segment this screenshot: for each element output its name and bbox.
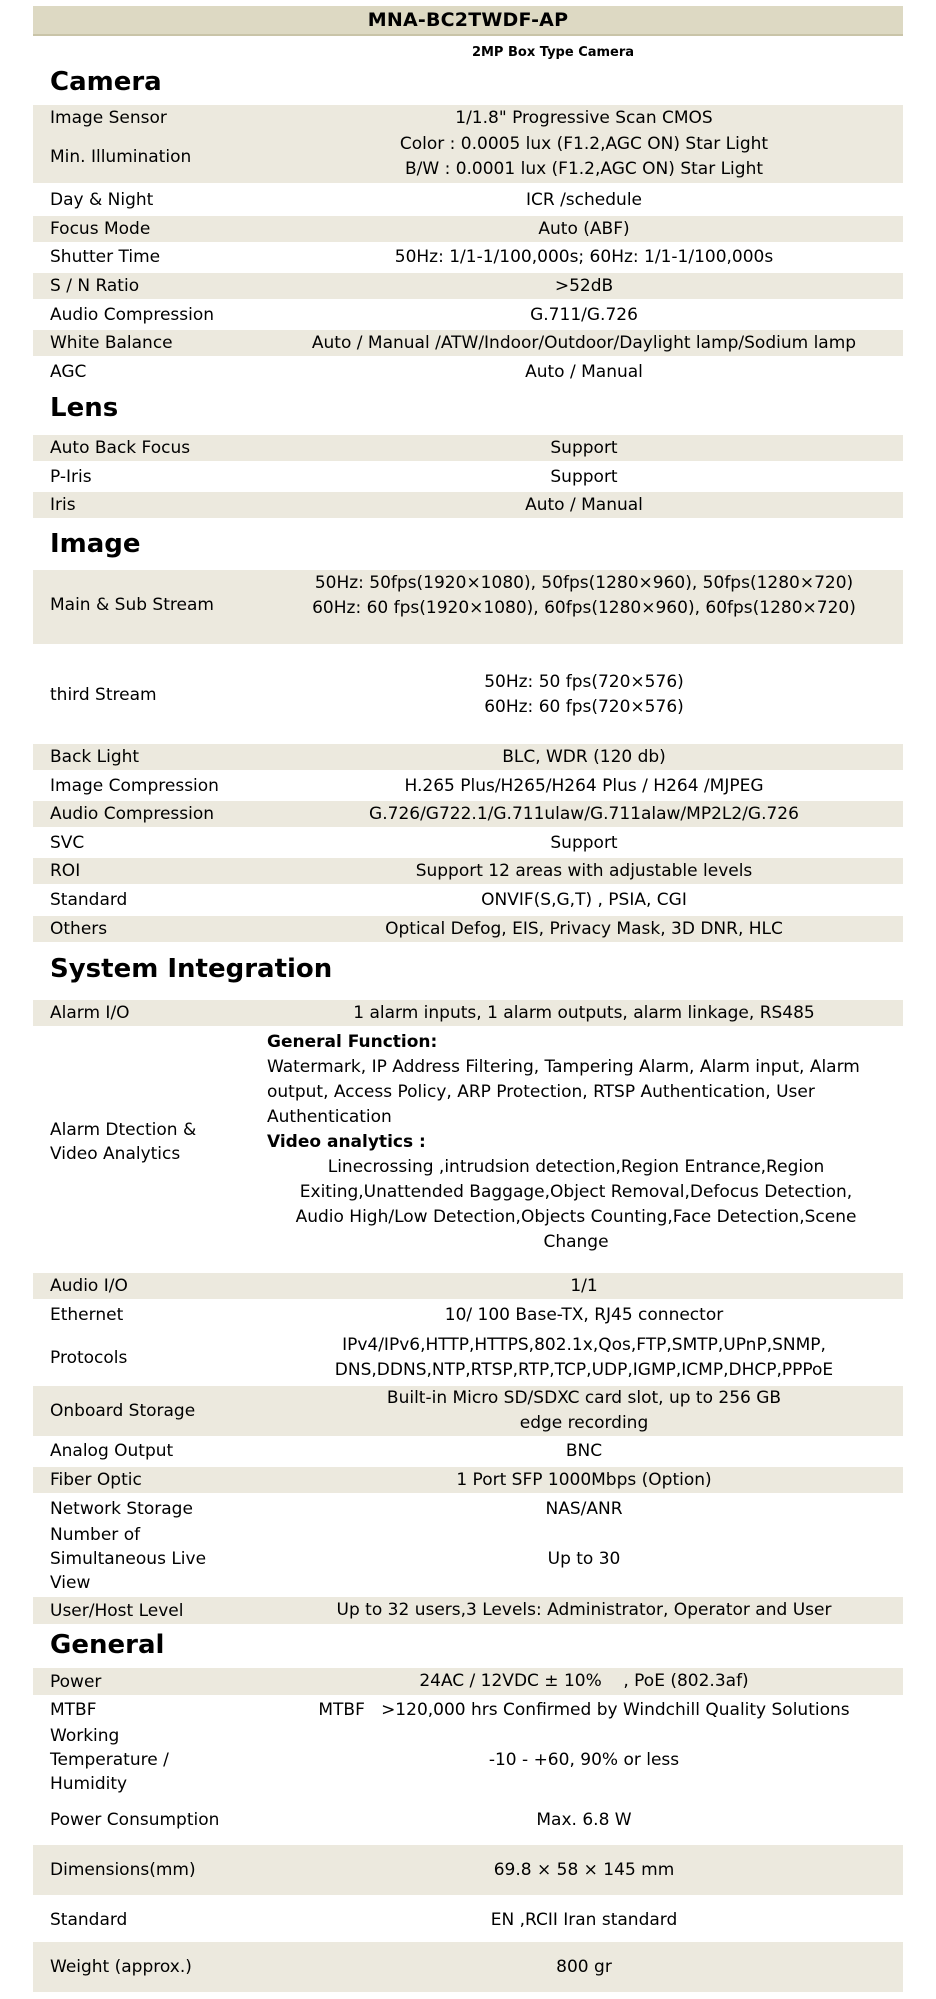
section-general-heading: General [50, 1630, 165, 1660]
spec-row [33, 570, 903, 644]
spec-row-analytics [33, 1030, 903, 1254]
spec-row [33, 744, 903, 770]
spec-row [33, 273, 903, 299]
spec-row [33, 1386, 903, 1436]
spec-value: 10/ 100 Base-TX, RJ45 connector [444, 1304, 724, 1325]
spec-label: Alarm I/O [50, 1003, 130, 1023]
spec-label: Day & Night [50, 190, 154, 210]
spec-label: Audio I/O [50, 1276, 128, 1296]
spec-value: >52dB [554, 275, 614, 296]
spec-label: ROI [50, 861, 81, 881]
spec-label: P-Iris [50, 467, 92, 487]
spec-value: G.711/G.726 [530, 304, 638, 325]
spec-label: Main & Sub Stream [50, 595, 214, 615]
spec-label: Back Light [50, 747, 140, 767]
spec-label: Image Sensor [50, 108, 167, 128]
spec-value: 1/1.8" Progressive Scan CMOS [455, 107, 713, 128]
spec-value: Up to 32 users,3 Levels: Administrator, Operator and User [336, 1600, 832, 1620]
spec-label: User/Host Level [50, 1600, 184, 1621]
spec-value: 50Hz: 50fps(1920×1080), 50fps(1280×960), 50fps(1280×720) 60Hz: 60 fps(1920×1080), 60fps(1280×960), 60fps(1280×720) [312, 573, 856, 618]
spec-row [33, 464, 903, 490]
spec-value: 1 alarm inputs, 1 alarm outputs, alarm linkage, RS485 [353, 1002, 815, 1023]
spec-row [33, 131, 903, 183]
spec-value: 800 gr [556, 1956, 612, 1977]
spec-value: 50Hz: 50 fps(720×576) 60Hz: 60 fps(720×576) [484, 672, 684, 717]
section-system-heading: System Integration [50, 954, 333, 984]
spec-value: EN ,RCII Iran standard [490, 1909, 678, 1930]
product-subtitle: 2MP Box Type Camera [471, 44, 635, 60]
spec-label: Focus Mode [50, 219, 151, 239]
spec-row [33, 801, 903, 827]
spec-value: Auto / Manual [525, 494, 643, 515]
spec-label: Min. Illumination [50, 147, 192, 167]
spec-label: Power [50, 1671, 102, 1692]
spec-label: AGC [50, 362, 87, 382]
spec-label: Onboard Storage [50, 1401, 196, 1421]
spec-label: Audio Compression [50, 305, 215, 325]
spec-label: third Stream [50, 685, 157, 705]
spec-row [33, 650, 903, 740]
spec-row [33, 1496, 903, 1522]
spec-value: Up to 30 [547, 1548, 621, 1569]
spec-value: 69.8 × 58 × 145 mm [493, 1859, 675, 1880]
spec-value: MTBF >120,000 hrs Confirmed by Windchill Quality Solutions [318, 1699, 850, 1720]
spec-label: Others [50, 919, 108, 939]
spec-value: -10 - +60, 90% or less [488, 1749, 680, 1770]
spec-value: NAS/ANR [545, 1498, 623, 1519]
spec-label: Image Compression [50, 776, 219, 796]
spec-value: ONVIF(S,G,T) , PSIA, CGI [481, 889, 687, 910]
spec-row [33, 1438, 903, 1464]
spec-row [33, 1522, 903, 1596]
spec-row [33, 1668, 903, 1695]
spec-label: Fiber Optic [50, 1470, 142, 1490]
spec-row [33, 187, 903, 213]
spec-label: Standard [50, 1910, 128, 1930]
spec-row [33, 830, 903, 856]
spec-row [33, 492, 903, 518]
spec-value: Auto / Manual /ATW/Indoor/Outdoor/Daylight lamp/Sodium lamp [311, 332, 857, 353]
spec-label: Working Temperature / Humidity [50, 1726, 169, 1794]
spec-label: Auto Back Focus [50, 438, 191, 458]
spec-value: 50Hz: 1/1-1/100,000s; 60Hz: 1/1-1/100,000s [394, 246, 774, 267]
spec-value: BNC [565, 1440, 603, 1461]
section-image-heading: Image [50, 529, 141, 559]
spec-value: ICR /schedule [525, 189, 642, 210]
spec-value: Support 12 areas with adjustable levels [415, 860, 753, 881]
video-analytics-heading: Video analytics : [267, 1132, 426, 1152]
spec-value: Optical Defog, EIS, Privacy Mask, 3D DNR, HLC [385, 918, 783, 939]
spec-row [33, 1467, 903, 1493]
spec-row [33, 330, 903, 356]
spec-row [33, 1332, 903, 1384]
spec-row [33, 105, 903, 131]
spec-row [33, 1723, 903, 1797]
spec-label: Protocols [50, 1348, 128, 1368]
spec-label: Shutter Time [50, 247, 161, 267]
spec-value: Support [550, 437, 618, 458]
spec-value: Support [550, 832, 618, 853]
spec-label: Standard [50, 890, 128, 910]
spec-row [33, 1597, 903, 1624]
spec-row [33, 244, 903, 270]
spec-row [33, 216, 903, 242]
spec-value: IPv4/IPv6,HTTP,HTTPS,802.1x,Qos,FTP,SMTP,UPnP,SNMP, DNS,DDNS,NTP,RTSP,RTP,TCP,UDP,IGMP,ICMP,DHCP,PPPoE [334, 1335, 834, 1380]
spec-value: Auto (ABF) [538, 218, 630, 239]
spec-label: Dimensions(mm) [50, 1860, 196, 1880]
spec-label: Iris [50, 495, 76, 515]
spec-row [33, 1845, 903, 1895]
spec-value: G.726/G722.1/G.711ulaw/G.711alaw/MP2L2/G.726 [369, 803, 799, 824]
spec-value: Auto / Manual [525, 361, 643, 382]
spec-value: H.265 Plus/H265/H264 Plus / H264 /MJPEG [404, 775, 764, 796]
section-lens-heading: Lens [50, 393, 119, 423]
spec-row [33, 858, 903, 884]
spec-label: Power Consumption [50, 1810, 220, 1830]
model-title-bar [33, 6, 903, 36]
spec-row [33, 773, 903, 799]
spec-value: Color : 0.0005 lux (F1.2,AGC ON) Star Light B/W : 0.0001 lux (F1.2,AGC ON) Star Light [399, 134, 769, 179]
spec-label: Number of Simultaneous Live View [50, 1525, 207, 1593]
spec-label: Weight (approx.) [50, 1957, 192, 1977]
spec-label: White Balance [50, 333, 173, 353]
spec-row [33, 1273, 903, 1299]
spec-value: Max. 6.8 W [536, 1809, 632, 1830]
spec-row [33, 916, 903, 942]
spec-row [33, 887, 903, 913]
spec-row [33, 302, 903, 328]
spec-label: S / N Ratio [50, 276, 140, 296]
general-function-heading: General Function: [267, 1032, 438, 1052]
spec-row [33, 1807, 903, 1833]
spec-row [33, 1000, 903, 1026]
spec-value: Built-in Micro SD/SDXC card slot, up to 256 GB edge recording [386, 1388, 782, 1433]
spec-label: SVC [50, 833, 85, 853]
spec-value: BLC, WDR (120 db) [502, 746, 666, 767]
spec-value: General Function: Watermark, IP Address Filtering, Tampering Alarm, Alarm input, Alarm output, Access Policy, ARP Protection, RTSP Authentication, User Authentication Video analytics : Linecrossing ,intrudsion detection,Region Entrance,Region Exiting,Unattended Baggage,Object Removal,Defocus Detection, Audio High/Low Detection,Objects Counting,Face Detection,Scene Change [267, 1030, 885, 1255]
spec-row [33, 1302, 903, 1328]
spec-value: 24AC / 12VDC ± 10% , PoE (802.3af) [419, 1671, 749, 1691]
model-title: MNA-BC2TWDF-AP [367, 9, 569, 31]
spec-label: Ethernet [50, 1305, 124, 1325]
spec-label: Alarm Dtection & Video Analytics [50, 1120, 197, 1164]
spec-value: Support [550, 466, 618, 487]
spec-value: 1 Port SFP 1000Mbps (Option) [456, 1469, 712, 1490]
spec-row [33, 1902, 903, 1938]
spec-label: Audio Compression [50, 804, 215, 824]
spec-label: Network Storage [50, 1499, 193, 1519]
spec-row [33, 359, 903, 385]
spec-row [33, 435, 903, 461]
spec-label: Analog Output [50, 1441, 174, 1461]
spec-row [33, 1697, 903, 1723]
section-camera-heading: Camera [50, 67, 162, 97]
spec-value: 1/1 [570, 1275, 598, 1296]
spec-label: MTBF [50, 1700, 97, 1720]
spec-row [33, 1942, 903, 1992]
